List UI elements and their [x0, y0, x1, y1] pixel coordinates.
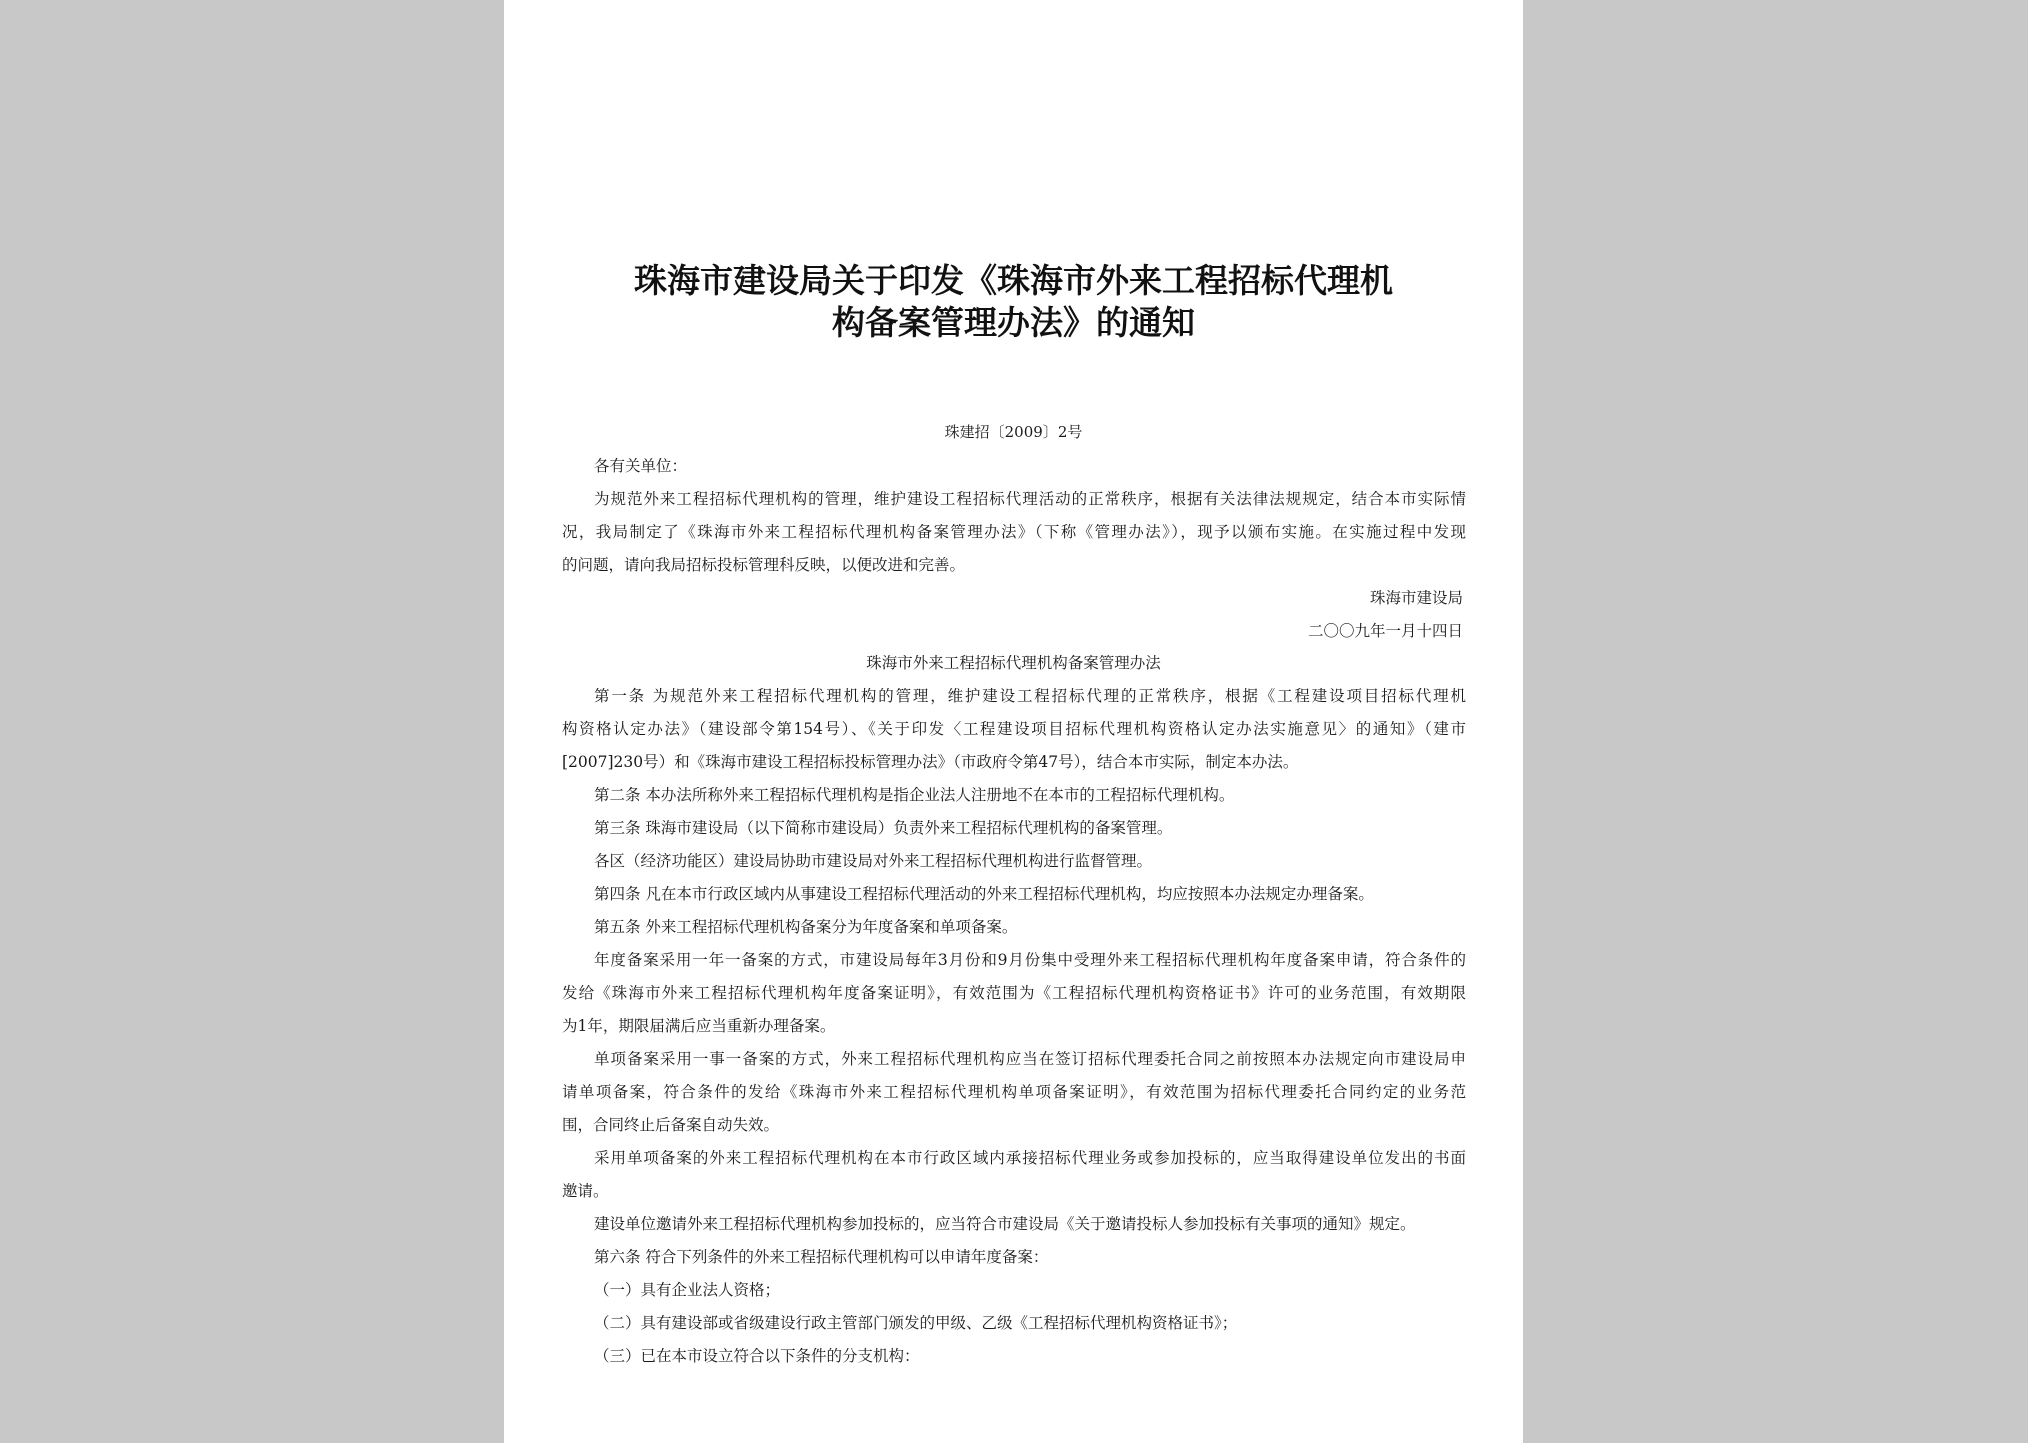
single-line-2: 请单项备案，符合条件的发给《珠海市外来工程招标代理机构单项备案证明》，有效范围为招标代理委托合同约定的业务范 [562, 1083, 1466, 1101]
salutation: 各有关单位： [594, 457, 688, 475]
condition-1: （一）具有企业法人资格； [594, 1281, 781, 1299]
adopt-line-2: 邀请。 [562, 1182, 609, 1200]
article-1-line-2: 构资格认定办法》（建设部令第154号）、《关于印发〈工程建设项目招标代理机构资格认定办法实施意见〉的通知》（建市 [562, 720, 1466, 738]
intro-line-2: 况，我局制定了《珠海市外来工程招标代理机构备案管理办法》（下称《管理办法》），现予以颁布实施。在实施过程中发现 [562, 523, 1466, 541]
rules-title: 珠海市外来工程招标代理机构备案管理办法 [866, 654, 1161, 672]
single-line-1: 单项备案采用一事一备案的方式，外来工程招标代理机构应当在签订招标代理委托合同之前按照本办法规定向市建设局申 [594, 1050, 1466, 1068]
condition-3: （三）已在本市设立符合以下条件的分支机构： [594, 1347, 920, 1365]
title-line-2: 构备案管理办法》的通知 [832, 303, 1195, 342]
document-page [504, 0, 1523, 1443]
condition-2: （二）具有建设部或省级建设行政主管部门颁发的甲级、乙级《工程招标代理机构资格证书》； [594, 1314, 1238, 1332]
annual-line-3: 为1年，期限届满后应当重新办理备案。 [562, 1017, 836, 1035]
invite-paragraph: 建设单位邀请外来工程招标代理机构参加投标的，应当符合市建设局《关于邀请投标人参加投标有关事项的通知》规定。 [594, 1215, 1416, 1233]
single-line-3: 围，合同终止后备案自动失效。 [562, 1116, 780, 1134]
article-2: 第二条 本办法所称外来工程招标代理机构是指企业法人注册地不在本市的工程招标代理机构。 [594, 786, 1235, 804]
article-4: 第四条 凡在本市行政区域内从事建设工程招标代理活动的外来工程招标代理机构，均应按照本办法规定办理备案。 [594, 885, 1374, 903]
document-title [504, 260, 1523, 344]
issuer: 珠海市建设局 [1369, 589, 1463, 607]
issue-date: 二〇〇九年一月十四日 [1307, 622, 1463, 640]
adopt-line-1: 采用单项备案的外来工程招标代理机构在本市行政区域内承接招标代理业务或参加投标的，应当取得建设单位发出的书面 [594, 1149, 1466, 1167]
annual-line-2: 发给《珠海市外来工程招标代理机构年度备案证明》，有效范围为《工程招标代理机构资格证书》许可的业务范围，有效期限 [562, 984, 1466, 1002]
article-6: 第六条 符合下列条件的外来工程招标代理机构可以申请年度备案： [594, 1248, 1049, 1266]
title-line-1: 珠海市建设局关于印发《珠海市外来工程招标代理机 [634, 261, 1393, 300]
document-number: 珠建招〔2009〕2号 [944, 423, 1083, 441]
article-3: 第三条 珠海市建设局（以下简称市建设局）负责外来工程招标代理机构的备案管理。 [594, 819, 1173, 837]
annual-line-1: 年度备案采用一年一备案的方式，市建设局每年3月份和9月份集中受理外来工程招标代理机构年度备案申请，符合条件的 [594, 951, 1466, 969]
intro-line-3: 的问题，请向我局招标投标管理科反映，以便改进和完善。 [562, 556, 966, 574]
article-1-line-3: [2007]230号）和《珠海市建设工程招标投标管理办法》（市政府令第47号），结合本市实际，制定本办法。 [562, 753, 1299, 771]
intro-line-1: 为规范外来工程招标代理机构的管理，维护建设工程招标代理活动的正常秩序，根据有关法律法规规定，结合本市实际情 [594, 490, 1466, 508]
article-3-supplement: 各区（经济功能区）建设局协助市建设局对外来工程招标代理机构进行监督管理。 [594, 852, 1153, 870]
article-5: 第五条 外来工程招标代理机构备案分为年度备案和单项备案。 [594, 918, 1018, 936]
article-1-line-1: 第一条 为规范外来工程招标代理机构的管理，维护建设工程招标代理的正常秩序，根据《工程建设项目招标代理机 [594, 687, 1466, 705]
